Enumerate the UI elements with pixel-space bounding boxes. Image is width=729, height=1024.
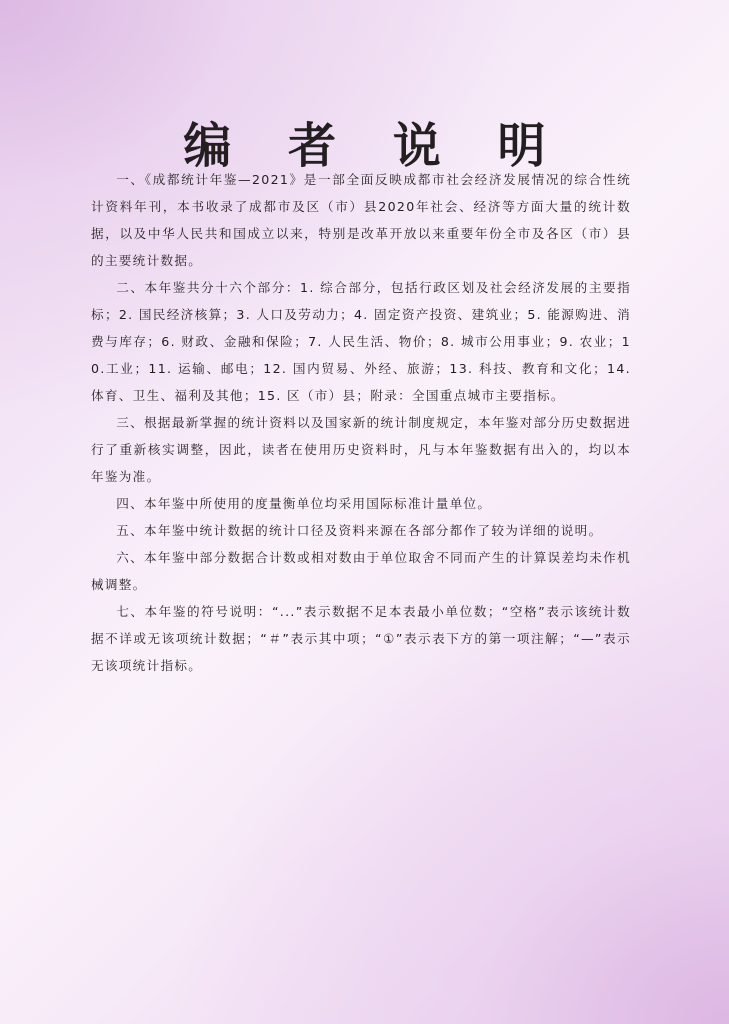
page-title: 编 者 说 明 xyxy=(183,118,566,175)
paragraph-6: 六、本年鉴中部分数据合计数或相对数由于单位取舍不同而产生的计算误差均未作机械调整。 xyxy=(91,550,631,592)
paragraph-1: 一、《成都统计年鉴—2021》是一部全面反映成都市社会经济发展情况的综合性统计资料年刊，本书收录了成都市及区（市）县2020年社会、经济等方面大量的统计数据，以及中华人民共和国成立以来，特别是改革开放以来重要年份全市及各区（市）县的主要统计数据。 xyxy=(91,172,631,268)
editor-notes-body xyxy=(91,166,631,679)
paragraph-3: 三、根据最新掌握的统计资料以及国家新的统计制度规定，本年鉴对部分历史数据进行了重新核实调整，因此，读者在使用历史资料时，凡与本年鉴数据有出入的，均以本年鉴为准。 xyxy=(91,415,631,484)
paragraph-2: 二、本年鉴共分十六个部分：1. 综合部分，包括行政区划及社会经济发展的主要指标；2. 国民经济核算；3. 人口及劳动力；4. 固定资产投资、建筑业；5. 能源购进、消费与库存；6. 财政、金融和保险；7. 人民生活、物价；8. 城市公用事业；9. 农业；10.工业；11. 运输、邮电；12. 国内贸易、外经、旅游；13. 科技、教育和文化；14. 体育、卫生、福利及其他；15. 区（市）县；附录：全国重点城市主要指标。 xyxy=(91,280,631,403)
paragraph-7: 七、本年鉴的符号说明：“...”表示数据不足本表最小单位数；“空格”表示该统计数据不详或无该项统计数据；“＃”表示其中项；“①”表示表下方的第一项注解；“—”表示无该项统计指标。 xyxy=(91,604,631,673)
paragraph-4: 四、本年鉴中所使用的度量衡单位均采用国际标准计量单位。 xyxy=(116,496,492,511)
paragraph-5: 五、本年鉴中统计数据的统计口径及资料来源在各部分都作了较为详细的说明。 xyxy=(116,523,603,538)
